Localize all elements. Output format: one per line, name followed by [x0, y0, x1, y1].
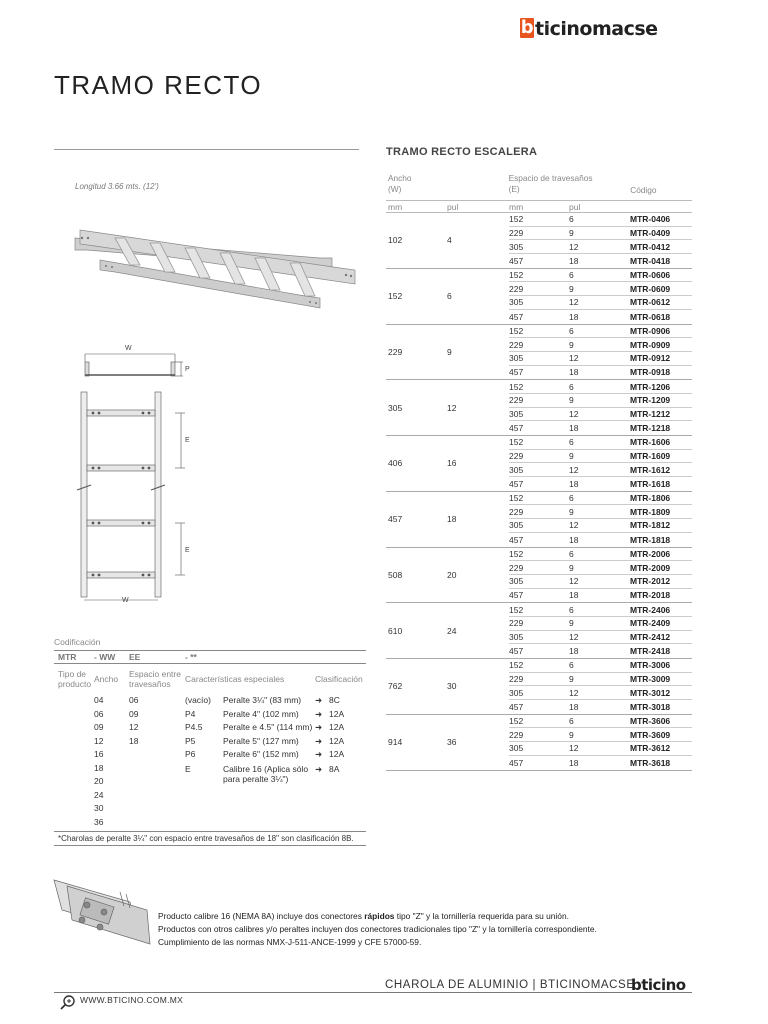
product-code: MTR-3618	[630, 757, 671, 768]
head-espacio-sym: (E)	[508, 184, 520, 194]
table-row	[509, 617, 692, 631]
product-code: MTR-0918	[630, 367, 671, 378]
ancho-value: 20	[94, 776, 104, 786]
logo-text: ticinomacse	[535, 18, 658, 40]
width-pul: 20	[447, 569, 457, 580]
espacio-mm: 457	[509, 701, 524, 712]
table-body	[386, 213, 692, 771]
espacio-pul: 18	[569, 534, 579, 545]
product-code: MTR-3612	[630, 743, 671, 754]
espacio-mm: 305	[509, 687, 524, 698]
espacio-mm: 305	[509, 743, 524, 754]
caracteristica-desc: Peralte 6" (152 mm)	[223, 749, 299, 759]
product-code: MTR-3609	[630, 729, 671, 740]
espacio-pul: 6	[569, 325, 574, 336]
mask-part: EE	[129, 652, 141, 662]
espacio-mm: 457	[509, 646, 524, 657]
espacio-pul: 6	[569, 604, 574, 615]
espacio-mm: 229	[509, 562, 524, 573]
caracteristica-row	[185, 735, 366, 749]
table-row	[509, 213, 692, 227]
label-w-top: W	[125, 345, 132, 352]
espacio-mm: 457	[509, 590, 524, 601]
espacio-mm: 457	[509, 255, 524, 266]
espacio-mm: 457	[509, 423, 524, 434]
unit: mm	[509, 201, 524, 212]
espacio-pul: 18	[569, 255, 579, 266]
caracteristica-desc: Peralte 3¼" (83 mm)	[223, 695, 302, 705]
ancho-column	[94, 694, 129, 829]
espacio-pul: 6	[569, 437, 574, 448]
caracteristica-row	[185, 762, 366, 789]
table-row	[509, 366, 692, 380]
arrow-icon: ➜	[315, 749, 323, 759]
product-code: MTR-1609	[630, 451, 671, 462]
espacio-pul: 6	[569, 716, 574, 727]
espacio-pul: 12	[569, 576, 579, 587]
table-row	[509, 436, 692, 450]
product-code: MTR-0609	[630, 283, 671, 294]
caracteristica-code: P4	[185, 708, 196, 719]
label-p: P	[185, 366, 190, 373]
table-row	[509, 561, 692, 575]
espacio-pul: 6	[569, 660, 574, 671]
ancho-value: 30	[94, 803, 104, 813]
label-w-bottom: W	[122, 597, 129, 604]
product-code: MTR-2009	[630, 562, 671, 573]
mask-part: - **	[185, 652, 197, 662]
product-code: MTR-2418	[630, 646, 671, 657]
product-code: MTR-1212	[630, 408, 671, 419]
divider	[54, 149, 359, 150]
table-header	[386, 171, 692, 200]
caracteristica-row	[185, 708, 366, 722]
caracteristica-code: P5	[185, 735, 196, 746]
head-ancho-sym: (W)	[388, 184, 402, 194]
arrow-icon: ➜	[315, 695, 323, 705]
espacio-mm: 229	[509, 729, 524, 740]
product-code: MTR-2409	[630, 618, 671, 629]
espacio-mm: 457	[509, 757, 524, 768]
espacio-mm: 152	[509, 548, 524, 559]
product-code: MTR-1606	[630, 437, 671, 448]
espacio-mm: 152	[509, 716, 524, 727]
table-row	[509, 310, 692, 324]
col-header: Características especiales	[185, 674, 285, 684]
note-2: Productos con otros calibres y/o peraltes incluyen dos conectores tradicionales tipo "Z" y la tornillería correspondiente.	[158, 924, 597, 934]
ancho-value: 12	[94, 735, 104, 746]
coding-mask	[54, 650, 366, 664]
table-row	[509, 533, 692, 547]
width-mm: 102	[388, 235, 403, 246]
product-code: MTR-0406	[630, 214, 671, 225]
espacio-mm: 229	[509, 283, 524, 294]
table-row	[509, 742, 692, 756]
espacio-pul: 12	[569, 464, 579, 475]
unit: mm	[388, 201, 403, 212]
product-code: MTR-0409	[630, 228, 671, 239]
width-group	[386, 715, 692, 771]
mask-part: - WW	[94, 652, 116, 662]
product-code: MTR-1618	[630, 478, 671, 489]
product-code: MTR-0912	[630, 353, 671, 364]
table-row	[509, 450, 692, 464]
espacio-mm: 152	[509, 270, 524, 281]
mask-part: MTR	[58, 652, 77, 662]
espacio-pul: 12	[569, 520, 579, 531]
technical-drawing	[75, 340, 205, 610]
width-mm: 229	[388, 346, 403, 357]
width-pul: 9	[447, 346, 452, 357]
espacio-pul: 9	[569, 506, 574, 517]
note-1a: Producto calibre 16 (NEMA 8A) incluye dos conectores	[158, 911, 365, 921]
coding-table	[54, 637, 366, 846]
table-row	[509, 325, 692, 339]
espacio-pul: 18	[569, 478, 579, 489]
brand-logo	[520, 18, 695, 46]
width-mm: 152	[388, 291, 403, 302]
arrow-icon: ➜	[315, 735, 323, 746]
width-pul: 4	[447, 235, 452, 246]
espacio-value: 09	[129, 708, 139, 719]
espacio-pul: 12	[569, 241, 579, 252]
clasificacion-value: 12A	[329, 749, 345, 759]
units-row	[386, 200, 692, 213]
espacio-pul: 9	[569, 228, 574, 239]
table-row	[509, 477, 692, 491]
table-row	[509, 380, 692, 394]
espacio-pul: 12	[569, 743, 579, 754]
width-group	[386, 325, 692, 381]
espacio-mm: 229	[509, 506, 524, 517]
espacio-mm: 152	[509, 604, 524, 615]
product-code: MTR-1806	[630, 493, 671, 504]
col-header: Tipo de producto	[58, 669, 92, 689]
unit: pul	[569, 201, 581, 212]
espacio-mm: 152	[509, 325, 524, 336]
product-code: MTR-1809	[630, 506, 671, 517]
width-mm: 508	[388, 569, 403, 580]
table-row	[509, 269, 692, 283]
espacio-mm: 229	[509, 451, 524, 462]
espacio-mm: 305	[509, 408, 524, 419]
espacio-value: 18	[129, 735, 139, 746]
table-row	[509, 756, 692, 770]
product-code: MTR-0612	[630, 297, 671, 308]
label-e-2: E	[185, 547, 190, 554]
width-mm: 610	[388, 625, 403, 636]
footer-rule	[54, 992, 692, 993]
clasificacion-value: 8C	[329, 695, 340, 705]
table-row	[509, 589, 692, 603]
width-group	[386, 436, 692, 492]
espacio-pul: 12	[569, 353, 579, 364]
arrow-icon: ➜	[315, 763, 323, 774]
table-row	[509, 505, 692, 519]
espacio-mm: 305	[509, 520, 524, 531]
ancho-value: 06	[94, 708, 104, 719]
espacio-pul: 18	[569, 646, 579, 657]
table-row	[509, 352, 692, 366]
espacio-pul: 9	[569, 562, 574, 573]
table-row	[509, 394, 692, 408]
espacio-pul: 18	[569, 590, 579, 601]
espacio-mm: 305	[509, 241, 524, 252]
table-row	[509, 686, 692, 700]
website-link[interactable]: WWW.BTICINO.COM.MX	[80, 995, 184, 1005]
espacio-pul: 9	[569, 339, 574, 350]
product-code: MTR-3606	[630, 716, 671, 727]
product-code: MTR-2412	[630, 631, 671, 642]
product-code: MTR-0618	[630, 311, 671, 322]
product-code: MTR-3006	[630, 660, 671, 671]
length-note: Longitud 3.66 mts. (12')	[75, 182, 159, 191]
width-pul: 30	[447, 681, 457, 692]
espacio-mm: 457	[509, 367, 524, 378]
table-row	[509, 715, 692, 729]
product-code: MTR-2018	[630, 590, 671, 601]
table-row	[509, 603, 692, 617]
espacio-mm: 229	[509, 339, 524, 350]
width-group	[386, 492, 692, 548]
espacio-mm: 457	[509, 534, 524, 545]
espacio-pul: 18	[569, 701, 579, 712]
caracteristicas-column	[185, 694, 366, 829]
espacio-pul: 12	[569, 297, 579, 308]
espacio-mm: 457	[509, 478, 524, 489]
coding-body	[54, 694, 366, 829]
table-row	[509, 227, 692, 241]
table-row	[509, 463, 692, 477]
espacio-mm: 305	[509, 576, 524, 587]
espacio-pul: 9	[569, 451, 574, 462]
espacio-pul: 12	[569, 408, 579, 419]
width-mm: 914	[388, 737, 403, 748]
product-code: MTR-1612	[630, 464, 671, 475]
right-table-title: TRAMO RECTO ESCALERA	[386, 146, 538, 158]
product-code: MTR-0606	[630, 270, 671, 281]
footnote: *Charolas de peralte 3¼" con espacio entre travesaños de 18" son clasificación 8B.	[54, 831, 366, 846]
product-code: MTR-1206	[630, 381, 671, 392]
caracteristica-row	[185, 721, 366, 735]
espacio-mm: 152	[509, 660, 524, 671]
product-code: MTR-3009	[630, 674, 671, 685]
espacio-mm: 152	[509, 437, 524, 448]
clasificacion-value: 12A	[329, 735, 345, 746]
note-1c: tipo "Z" y la tornillería requerida para su unión.	[394, 911, 569, 921]
caracteristica-code: (vacío)	[185, 695, 211, 705]
clasificacion-value: 12A	[329, 708, 345, 719]
espacio-pul: 9	[569, 283, 574, 294]
product-code: MTR-0906	[630, 325, 671, 336]
connector-illustration	[52, 872, 152, 952]
caracteristica-code: P4.5	[185, 722, 203, 732]
product-code: MTR-1818	[630, 534, 671, 545]
espacio-pul: 18	[569, 757, 579, 768]
espacio-pul: 9	[569, 618, 574, 629]
table-row	[509, 296, 692, 310]
product-code: MTR-0412	[630, 241, 671, 252]
espacio-pul: 18	[569, 367, 579, 378]
clasificacion-value: 12A	[329, 722, 345, 732]
product-code: MTR-2012	[630, 576, 671, 587]
head-espacio: Espacio de travesaños	[508, 173, 593, 183]
head-codigo: Código	[630, 185, 657, 195]
espacio-pul: 18	[569, 311, 579, 322]
table-row	[509, 408, 692, 422]
espacio-pul: 6	[569, 548, 574, 559]
espacio-mm: 229	[509, 228, 524, 239]
ancho-value: 09	[94, 722, 104, 732]
width-mm: 762	[388, 681, 403, 692]
table-row	[509, 659, 692, 673]
ancho-value: 18	[94, 762, 104, 773]
espacio-value: 06	[129, 695, 139, 705]
product-code: MTR-2406	[630, 604, 671, 615]
table-row	[509, 492, 692, 506]
product-table	[386, 171, 692, 771]
col-header: Espacio entre travesaños	[129, 669, 181, 689]
espacio-pul: 6	[569, 214, 574, 225]
espacio-mm: 457	[509, 311, 524, 322]
product-code: MTR-1812	[630, 520, 671, 531]
table-row	[509, 673, 692, 687]
espacio-pul: 6	[569, 493, 574, 504]
head-ancho: Ancho	[388, 173, 412, 183]
unit: pul	[447, 201, 459, 212]
espacio-mm: 305	[509, 353, 524, 364]
ladder-tray-illustration	[70, 200, 360, 315]
product-code: MTR-1218	[630, 423, 671, 434]
espacio-pul: 9	[569, 729, 574, 740]
table-row	[509, 548, 692, 562]
product-code: MTR-1209	[630, 395, 671, 406]
espacio-value: 12	[129, 722, 139, 732]
width-group	[386, 603, 692, 659]
table-row	[509, 519, 692, 533]
espacio-mm: 305	[509, 297, 524, 308]
ancho-value: 24	[94, 789, 104, 800]
espacio-mm: 152	[509, 381, 524, 392]
espacio-pul: 18	[569, 423, 579, 434]
arrow-icon: ➜	[315, 722, 323, 732]
table-row	[509, 282, 692, 296]
product-notes	[158, 910, 597, 949]
product-code: MTR-0418	[630, 255, 671, 266]
width-pul: 12	[447, 402, 457, 413]
caracteristica-desc: Peralte 4" (102 mm)	[223, 708, 299, 719]
espacio-pul: 9	[569, 395, 574, 406]
width-mm: 305	[388, 402, 403, 413]
width-group	[386, 380, 692, 436]
page-title: TRAMO RECTO	[54, 70, 263, 100]
espacio-mm: 305	[509, 631, 524, 642]
espacio-pul: 6	[569, 381, 574, 392]
width-pul: 36	[447, 737, 457, 748]
espacio-mm: 229	[509, 618, 524, 629]
espacio-mm: 152	[509, 214, 524, 225]
product-code: MTR-2006	[630, 548, 671, 559]
caracteristica-desc: Peralte 5" (127 mm)	[223, 735, 299, 746]
width-pul: 18	[447, 514, 457, 525]
logo-b-mark: b	[520, 17, 534, 38]
width-mm: 406	[388, 458, 403, 469]
espacio-mm: 152	[509, 493, 524, 504]
width-pul: 24	[447, 625, 457, 636]
coding-title: Codificación	[54, 637, 101, 647]
caracteristica-code: P6	[185, 749, 196, 759]
width-group	[386, 548, 692, 604]
note-3: Cumplimiento de las normas NMX-J-511-ANCE-1999 y CFE 57000-59.	[158, 937, 422, 947]
caracteristica-desc: Calibre 16 (Aplica sólo para peralte 3¼")	[223, 763, 309, 784]
product-code: MTR-3012	[630, 687, 671, 698]
caracteristica-row	[185, 694, 366, 708]
width-group	[386, 659, 692, 715]
table-row	[509, 575, 692, 589]
clasificacion-value: 8A	[329, 763, 340, 774]
footer-logo: bticino	[631, 976, 686, 994]
width-group	[386, 269, 692, 325]
table-row	[509, 421, 692, 435]
ancho-value: 16	[94, 749, 104, 759]
espacio-pul: 12	[569, 687, 579, 698]
espacio-mm: 229	[509, 674, 524, 685]
col-header: Clasificación	[315, 674, 363, 684]
note-1b: rápidos	[364, 911, 395, 921]
product-code: MTR-3018	[630, 701, 671, 712]
caracteristica-code: E	[185, 763, 191, 774]
table-row	[509, 728, 692, 742]
table-row	[509, 631, 692, 645]
coding-headers	[54, 664, 366, 694]
label-e-1: E	[185, 437, 190, 444]
table-row	[509, 254, 692, 268]
table-row	[509, 338, 692, 352]
espacio-pul: 6	[569, 270, 574, 281]
magnifier-icon	[60, 994, 76, 1010]
width-pul: 16	[447, 458, 457, 469]
table-row	[509, 644, 692, 658]
espacio-column	[129, 694, 185, 829]
footer-section: CHAROLA DE ALUMINIO | BTICINOMACSE	[385, 979, 635, 991]
espacio-pul: 9	[569, 674, 574, 685]
ancho-value: 36	[94, 816, 104, 827]
width-group	[386, 213, 692, 269]
width-mm: 457	[388, 514, 403, 525]
caracteristica-row	[185, 748, 366, 762]
table-row	[509, 700, 692, 714]
table-row	[509, 240, 692, 254]
ancho-value: 04	[94, 695, 104, 705]
caracteristica-desc: Peralte e 4.5" (114 mm)	[223, 722, 313, 732]
espacio-mm: 305	[509, 464, 524, 475]
espacio-mm: 229	[509, 395, 524, 406]
arrow-icon: ➜	[315, 708, 323, 719]
product-code: MTR-0909	[630, 339, 671, 350]
espacio-pul: 12	[569, 631, 579, 642]
width-pul: 6	[447, 291, 452, 302]
col-header: Ancho	[94, 674, 119, 684]
